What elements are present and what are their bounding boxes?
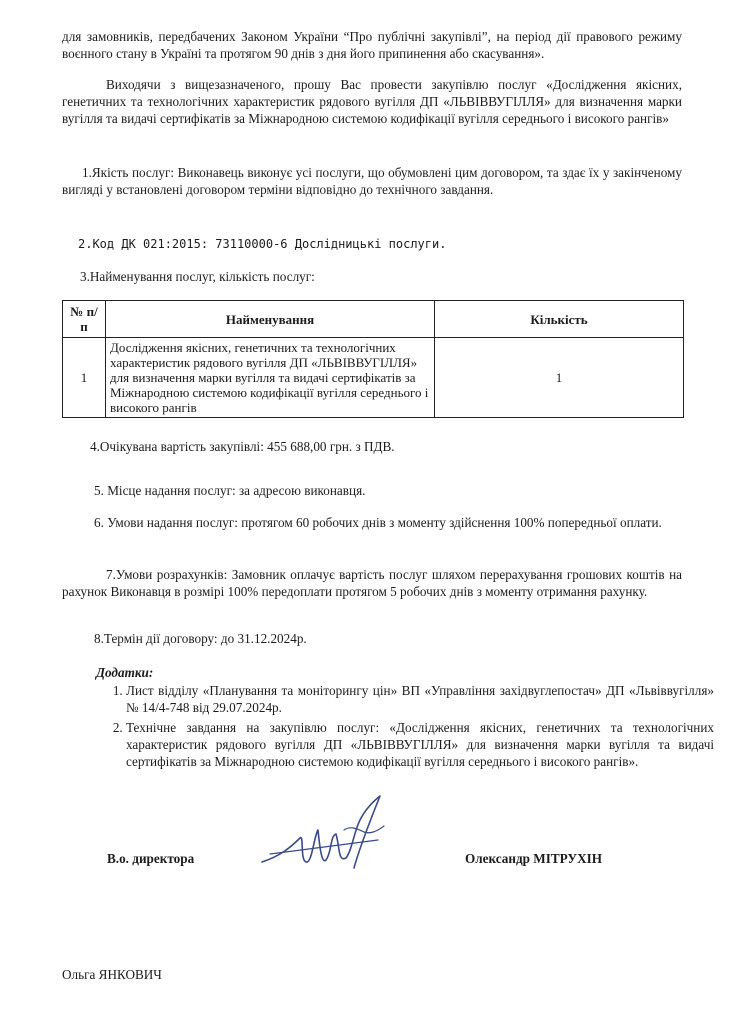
cell-quantity: 1 (435, 338, 684, 418)
signatory-name: Олександр МІТРУХІН (465, 851, 602, 866)
term-conditions: 6. Умови надання послуг: протягом 60 робочих днів з моменту здійснення 100% попередньої оплати. (94, 515, 662, 530)
term-place: 5. Місце надання послуг: за адресою виконавця. (94, 483, 366, 498)
services-table (62, 300, 684, 418)
term-expected-cost: 4.Очікувана вартість закупівлі: 455 688,00 грн. з ПДВ. (90, 439, 395, 454)
request-paragraph: Виходячи з вищезазначеного, прошу Вас провести закупівлю послуг «Дослідження якісних, генетичних та технологічних характеристик рядового вугілля ДП «ЛЬВІВВУГІЛЛЯ» для визначення марки вугілля та видачі сертифікатів за Міжнародною системою кодифікації вугілля середнього і високого рангів» (62, 77, 682, 126)
executor-name: Ольга ЯНКОВИЧ (62, 967, 162, 982)
term-validity: 8.Термін дії договору: до 31.12.2024р. (94, 631, 307, 646)
cell-number: 1 (63, 338, 106, 418)
attachments-title: Додатки: (96, 665, 154, 680)
term-payment: 7.Умови розрахунків: Замовник оплачує вартість послуг шляхом перерахування грошових коштів на рахунок Виконавця в розмірі 100% передоплати протягом 5 робочих днів з моменту отримання рахунку. (62, 567, 682, 599)
attachments-list (96, 682, 714, 773)
table-header-row (63, 301, 684, 338)
table-row (63, 338, 684, 418)
col-header-name: Найменування (106, 301, 435, 338)
cell-name: Дослідження якісних, генетичних та технологічних характеристик рядового вугілля ДП «ЛЬВІВВУГІЛЛЯ» для визначення марки вугілля та видачі сертифікатів за Міжнародною системою кодифікації вугілля середнього і високого рангів (106, 338, 435, 418)
item-cpv-code: 2.Код ДК 021:2015: 73110000-6 Дослідницькі послуги. (78, 237, 447, 251)
intro-continuation: для замовників, передбачених Законом України “Про публічні закупівлі”, на період дії правового режиму воєнного стану в Україні та протягом 90 днів з дня його припинення або скасування». (62, 29, 682, 61)
col-header-quantity: Кількість (435, 301, 684, 338)
list-item: 1. Лист відділу «Планування та моніторингу цін» ВП «Управління західвуглепостач» ДП «Львіввугілля» № 14/4-748 від 29.07.2024р. (126, 682, 714, 716)
item-services-title: 3.Найменування послуг, кількість послуг: (80, 269, 315, 284)
handwritten-signature-icon (260, 790, 400, 880)
signatory-position: В.о. директора (107, 851, 195, 866)
list-item: 2. Технічне завдання на закупівлю послуг: «Дослідження якісних, генетичних та технологічних характеристик рядового вугілля ДП «ЛЬВІВВУГІЛЛЯ» для визначення марки вугілля та видачі сертифікатів за Міжнародною системою кодифікації вугілля середнього і високого рангів». (126, 719, 714, 770)
col-header-number: № п/п (63, 301, 106, 338)
item-quality: 1.Якість послуг: Виконавець виконує усі послуги, що обумовлені цим договором, та здає їх у закінченому вигляді у встановлені договором терміни відповідно до технічного завдання. (62, 165, 682, 197)
